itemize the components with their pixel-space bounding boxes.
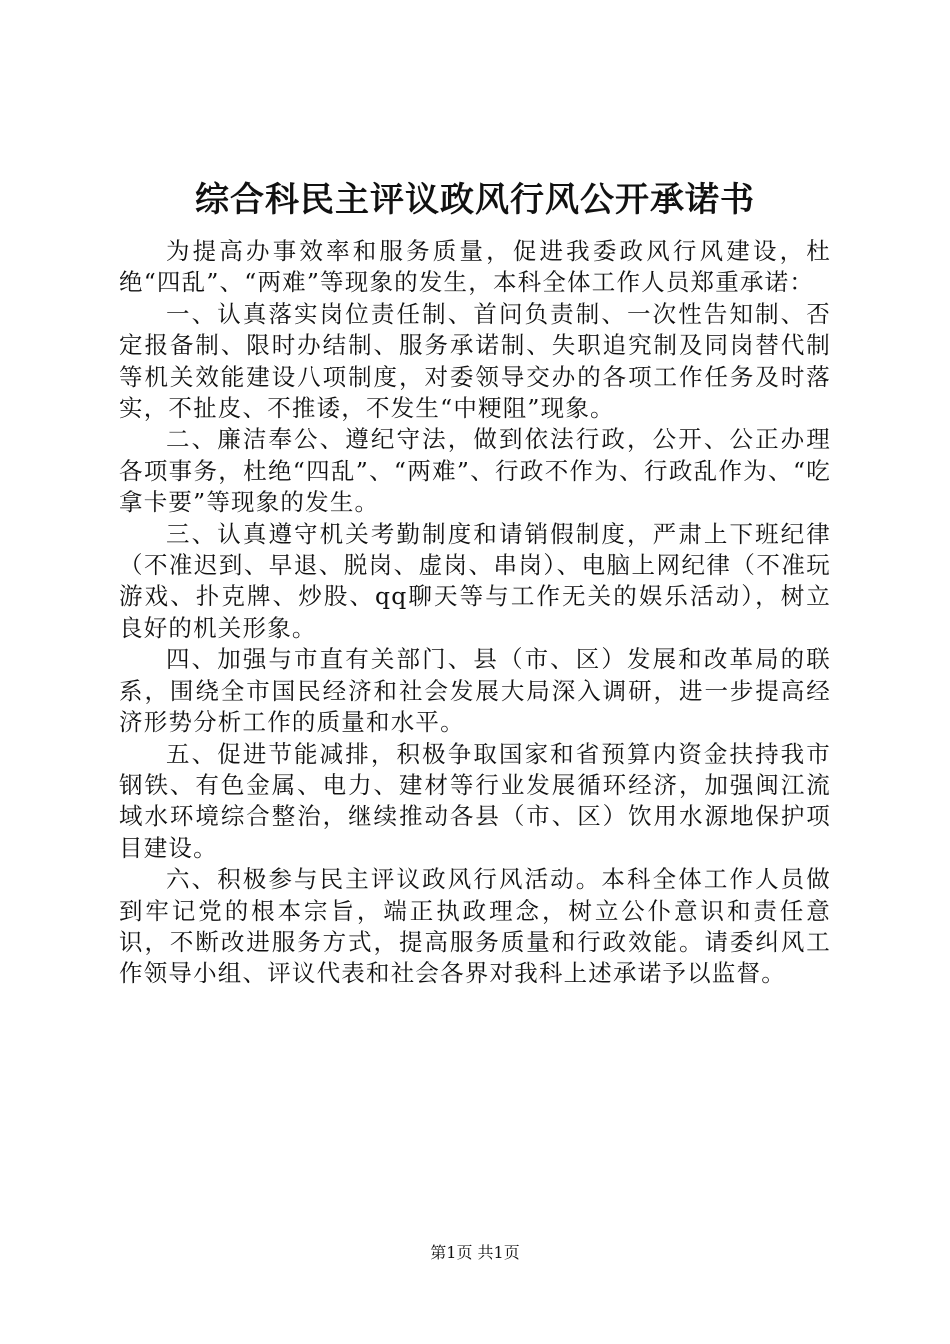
commitment-paragraph-6: 六、积极参与民主评议政风行风活动。本科全体工作人员做到牢记党的根本宗旨，端正执政理念，树立公仆意识和责任意识，不断改进服务方式，提高服务质量和行政效能。请委纠风工作领导小组、评议代表和社会各界对我科上述承诺予以监督。 — [119, 865, 831, 988]
commitment-paragraph-3: 三、认真遵守机关考勤制度和请销假制度，严肃上下班纪律（不准迟到、早退、脱岗、虚岗、串岗）、电脑上网纪律（不准玩游戏、扑克牌、炒股、qq聊天等与工作无关的娱乐活动），树立良好的机关形象。 — [119, 519, 831, 642]
commitment-paragraph-2: 二、廉洁奉公、遵纪守法，做到依法行政，公开、公正办理各项事务，杜绝“四乱”、“两难”、行政不作为、行政乱作为、“吃拿卡要”等现象的发生。 — [119, 425, 831, 517]
page-title: 综合科民主评议政风行风公开承诺书 — [195, 180, 755, 220]
commitment-paragraph-4: 四、加强与市直有关部门、县（市、区）发展和改革局的联系，围绕全市国民经济和社会发展大局深入调研，进一步提高经济形势分析工作的质量和水平。 — [119, 645, 831, 737]
intro-paragraph: 为提高办事效率和服务质量，促进我委政风行风建设，杜绝“四乱”、“两难”等现象的发生，本科全体工作人员郑重承诺： — [119, 237, 831, 297]
document-body — [119, 236, 831, 990]
page-number-footer: 第1页 共1页 — [430, 1243, 520, 1262]
commitment-paragraph-5: 五、促进节能减排，积极争取国家和省预算内资金扶持我市钢铁、有色金属、电力、建材等行业发展循环经济，加强闽江流域水环境综合整治，继续推动各县（市、区）饮用水源地保护项目建设。 — [119, 739, 831, 862]
commitment-paragraph-1: 一、认真落实岗位责任制、首问负责制、一次性告知制、否定报备制、限时办结制、服务承诺制、失职追究制及同岗替代制等机关效能建设八项制度，对委领导交办的各项工作任务及时落实，不扯皮、不推诿，不发生“中粳阻”现象。 — [119, 299, 831, 423]
